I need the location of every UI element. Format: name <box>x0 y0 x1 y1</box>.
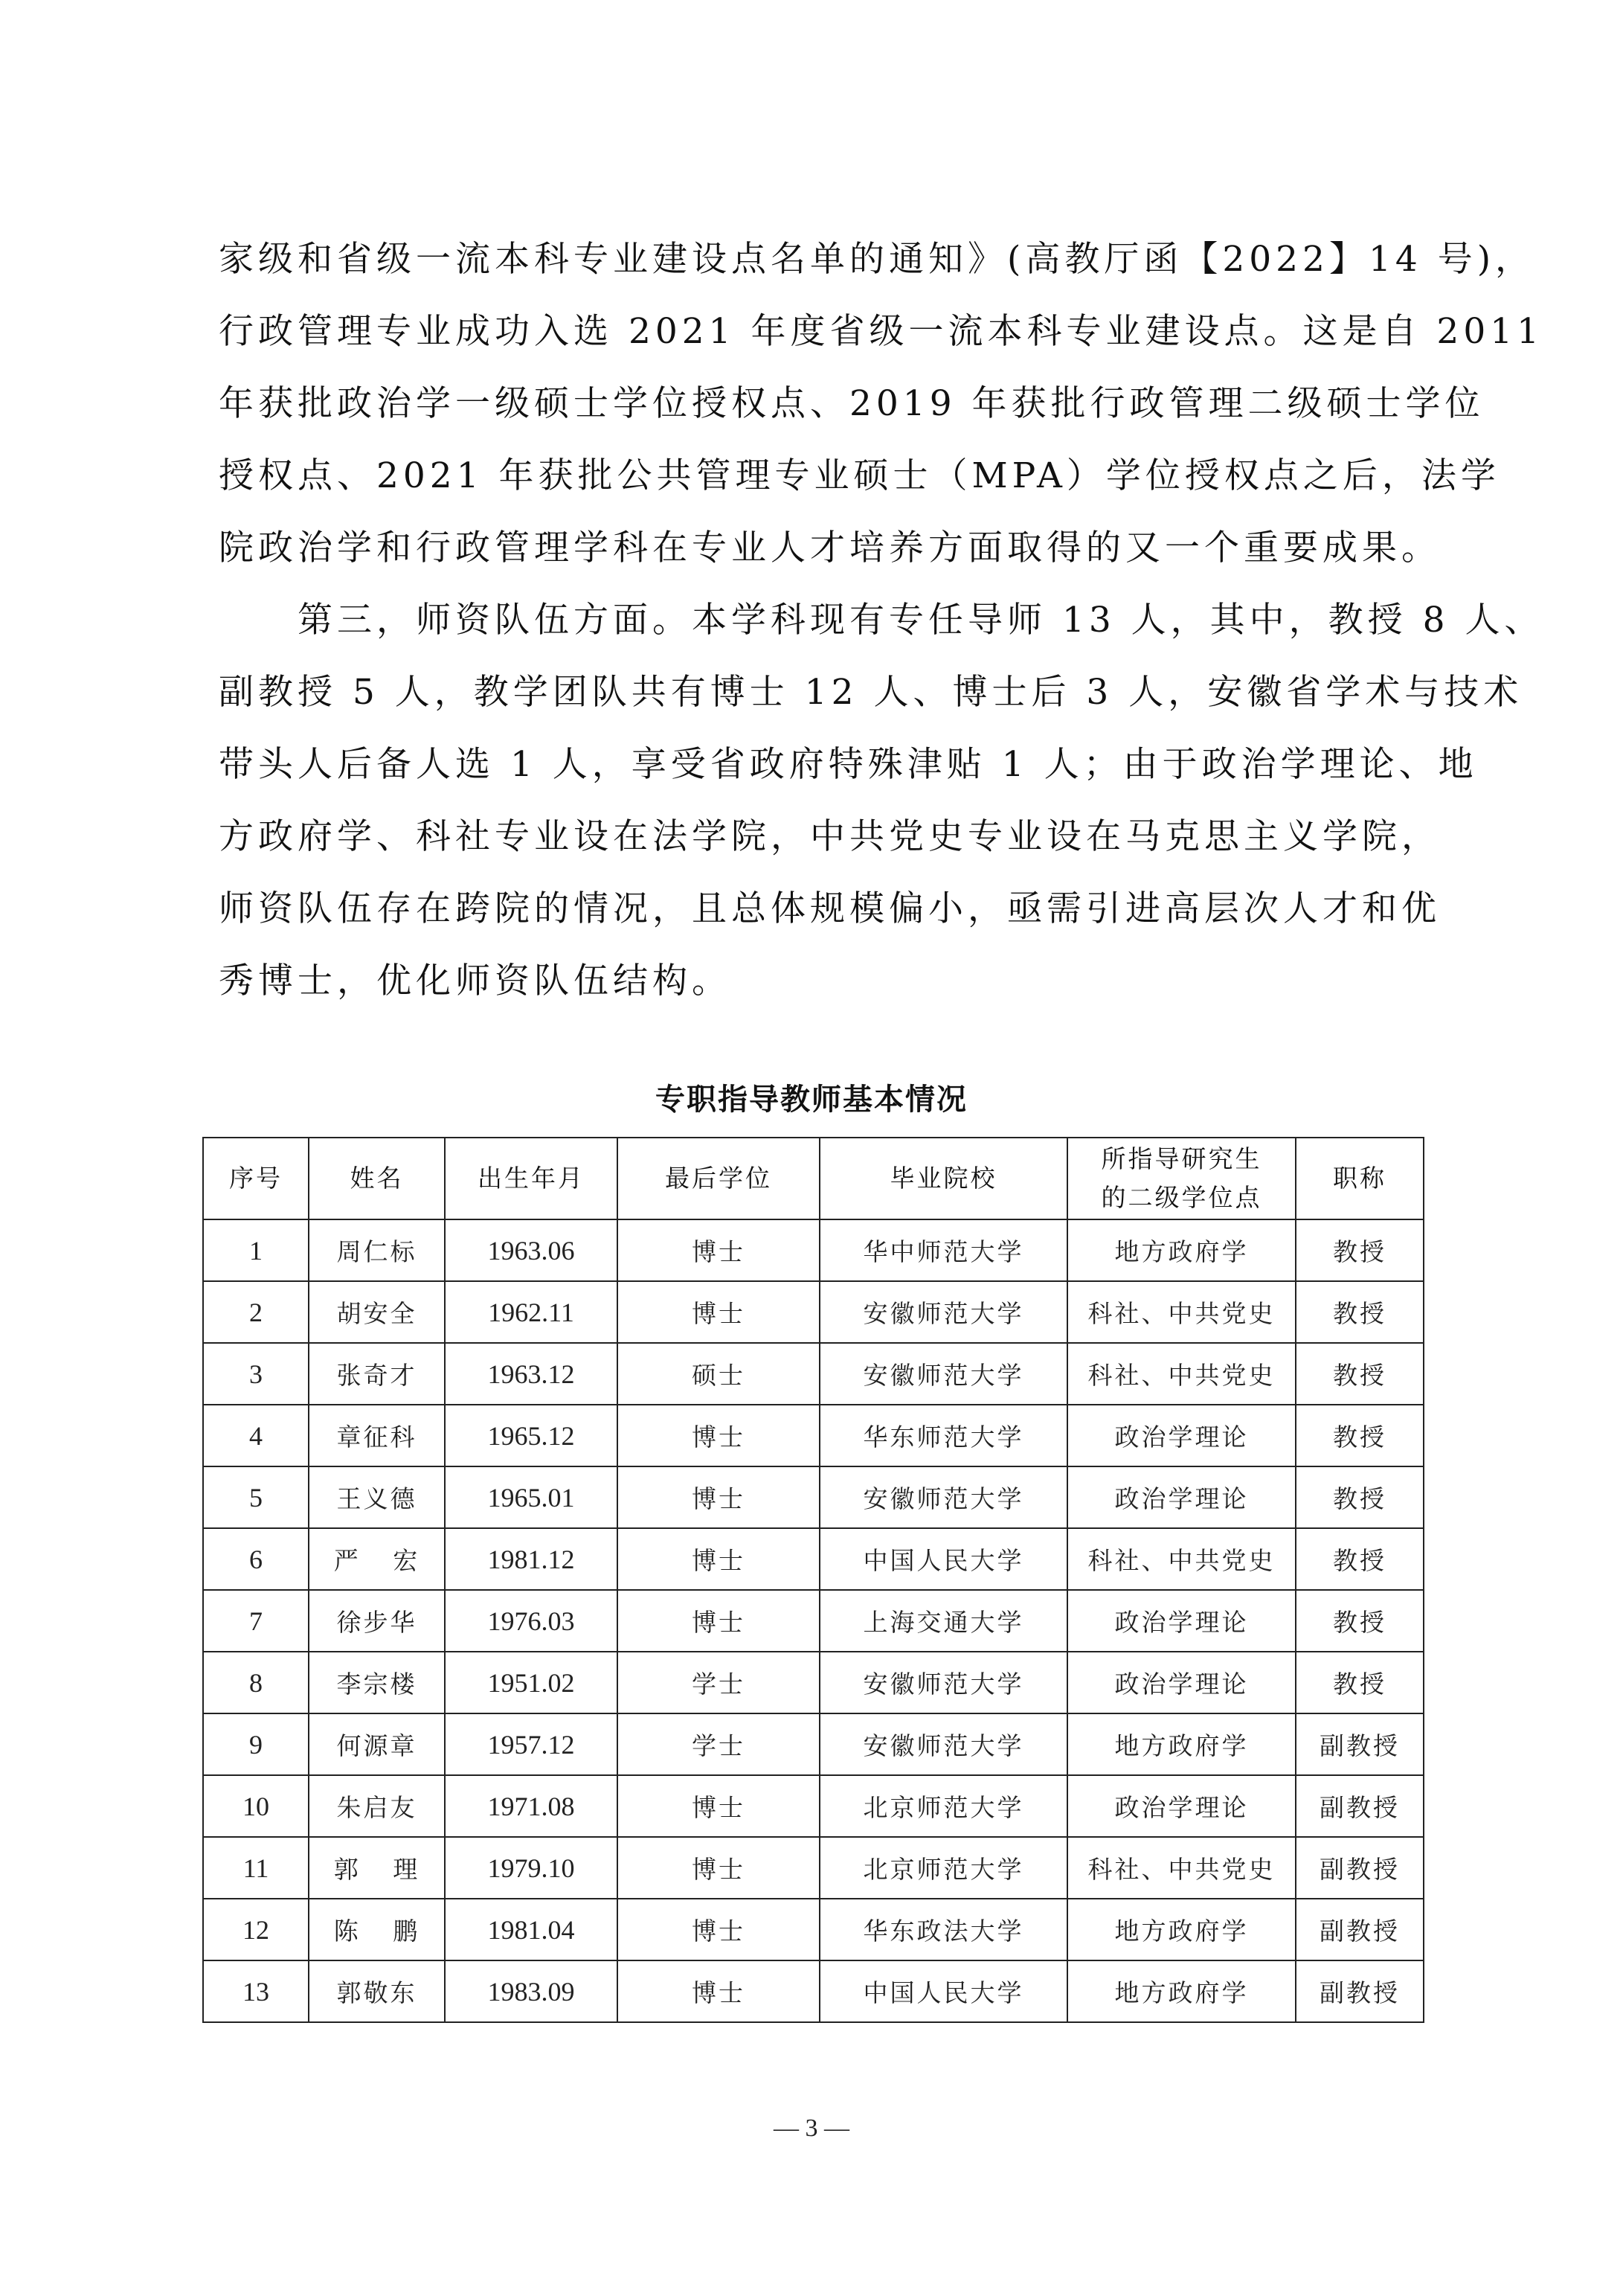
header-name: 姓名 <box>309 1138 445 1219</box>
cell-name: 郭 理 <box>309 1837 445 1899</box>
cell-title: 教授 <box>1296 1219 1424 1281</box>
table-row <box>203 1528 1424 1590</box>
cell-title: 教授 <box>1296 1405 1424 1466</box>
cell-degree: 博士 <box>617 1899 820 1960</box>
text-line: 家级和省级一流本科专业建设点名单的通知》(高教厅函【2022】14 号)， <box>219 239 1535 280</box>
cell-program: 科社、中共党史 <box>1067 1281 1296 1343</box>
cell-school: 华东政法大学 <box>820 1899 1067 1960</box>
cell-birth: 1951.02 <box>445 1652 617 1713</box>
cell-school: 华东师范大学 <box>820 1405 1067 1466</box>
cell-title: 副教授 <box>1296 1960 1424 2022</box>
cell-program: 科社、中共党史 <box>1067 1528 1296 1590</box>
cell-program: 地方政府学 <box>1067 1960 1296 2022</box>
cell-school: 中国人民大学 <box>820 1960 1067 2022</box>
cell-index: 1 <box>203 1219 309 1281</box>
cell-degree: 博士 <box>617 1405 820 1466</box>
cell-degree: 博士 <box>617 1466 820 1528</box>
cell-birth: 1957.12 <box>445 1713 617 1775</box>
cell-birth: 1963.06 <box>445 1219 617 1281</box>
cell-birth: 1981.12 <box>445 1528 617 1590</box>
cell-degree: 博士 <box>617 1528 820 1590</box>
cell-index: 8 <box>203 1652 309 1713</box>
cell-degree: 学士 <box>617 1652 820 1713</box>
cell-index: 7 <box>203 1590 309 1652</box>
cell-name: 朱启友 <box>309 1775 445 1837</box>
cell-title: 副教授 <box>1296 1837 1424 1899</box>
cell-birth: 1965.01 <box>445 1466 617 1528</box>
cell-title: 教授 <box>1296 1466 1424 1528</box>
table-row <box>203 1281 1424 1343</box>
cell-name: 周仁标 <box>309 1219 445 1281</box>
cell-name: 张奇才 <box>309 1343 445 1405</box>
cell-index: 12 <box>203 1899 309 1960</box>
text-line: 第三，师资队伍方面。本学科现有专任导师 13 人，其中，教授 8 人、 <box>298 600 1544 641</box>
cell-index: 3 <box>203 1343 309 1405</box>
header-program-line1: 所指导研究生 <box>1101 1144 1262 1173</box>
header-school: 毕业院校 <box>820 1138 1067 1219</box>
header-degree: 最后学位 <box>617 1138 820 1219</box>
cell-name: 严 宏 <box>309 1528 445 1590</box>
text-line: 方政府学、科社专业设在法学院，中共党史专业设在马克思主义学院， <box>219 816 1441 857</box>
table-row <box>203 1775 1424 1837</box>
cell-index: 4 <box>203 1405 309 1466</box>
cell-index: 9 <box>203 1713 309 1775</box>
cell-program: 政治学理论 <box>1067 1652 1296 1713</box>
cell-school: 华中师范大学 <box>820 1219 1067 1281</box>
cell-school: 安徽师范大学 <box>820 1652 1067 1713</box>
text-line: 院政治学和行政管理学科在专业人才培养方面取得的又一个重要成果。 <box>219 527 1441 568</box>
cell-program: 科社、中共党史 <box>1067 1343 1296 1405</box>
cell-school: 安徽师范大学 <box>820 1713 1067 1775</box>
header-index: 序号 <box>203 1138 309 1219</box>
cell-program: 政治学理论 <box>1067 1466 1296 1528</box>
cell-school: 中国人民大学 <box>820 1528 1067 1590</box>
cell-birth: 1971.08 <box>445 1775 617 1837</box>
faculty-table <box>202 1137 1424 2023</box>
cell-index: 2 <box>203 1281 309 1343</box>
cell-birth: 1962.11 <box>445 1281 617 1343</box>
cell-title: 副教授 <box>1296 1713 1424 1775</box>
table-row <box>203 1899 1424 1960</box>
table-row <box>203 1466 1424 1528</box>
cell-birth: 1976.03 <box>445 1590 617 1652</box>
cell-school: 北京师范大学 <box>820 1775 1067 1837</box>
cell-birth: 1979.10 <box>445 1837 617 1899</box>
text-line: 秀博士，优化师资队伍结构。 <box>219 961 731 1001</box>
cell-degree: 博士 <box>617 1590 820 1652</box>
body-text <box>219 223 1544 1017</box>
table-row <box>203 1343 1424 1405</box>
cell-name: 章征科 <box>309 1405 445 1466</box>
cell-program: 科社、中共党史 <box>1067 1837 1296 1899</box>
cell-program: 政治学理论 <box>1067 1590 1296 1652</box>
table-row <box>203 1590 1424 1652</box>
header-birth: 出生年月 <box>445 1138 617 1219</box>
cell-school: 上海交通大学 <box>820 1590 1067 1652</box>
cell-title: 教授 <box>1296 1528 1424 1590</box>
text-line: 行政管理专业成功入选 2021 年度省级一流本科专业建设点。这是自 2011 <box>219 311 1544 352</box>
cell-title: 教授 <box>1296 1281 1424 1343</box>
cell-birth: 1983.09 <box>445 1960 617 2022</box>
page-number: — 3 — <box>774 2114 849 2142</box>
text-line: 授权点、2021 年获批公共管理专业硕士（MPA）学位授权点之后，法学 <box>219 455 1500 496</box>
cell-degree: 硕士 <box>617 1343 820 1405</box>
paragraph-2-faculty <box>219 584 1544 1017</box>
text-line: 师资队伍存在跨院的情况，且总体规模偏小，亟需引进高层次人才和优 <box>219 888 1441 929</box>
table-row <box>203 1652 1424 1713</box>
cell-program: 政治学理论 <box>1067 1405 1296 1466</box>
cell-program: 地方政府学 <box>1067 1899 1296 1960</box>
cell-index: 10 <box>203 1775 309 1837</box>
cell-birth: 1981.04 <box>445 1899 617 1960</box>
cell-program: 地方政府学 <box>1067 1219 1296 1281</box>
header-program <box>1067 1138 1296 1219</box>
cell-index: 11 <box>203 1837 309 1899</box>
table-row <box>203 1960 1424 2022</box>
cell-title: 教授 <box>1296 1343 1424 1405</box>
cell-program: 政治学理论 <box>1067 1775 1296 1837</box>
text-line: 带头人后备人选 1 人，享受省政府特殊津贴 1 人；由于政治学理论、地 <box>219 744 1478 785</box>
cell-title: 副教授 <box>1296 1899 1424 1960</box>
cell-name: 何源章 <box>309 1713 445 1775</box>
cell-name: 李宗楼 <box>309 1652 445 1713</box>
paragraph-1 <box>219 223 1544 584</box>
cell-title: 副教授 <box>1296 1775 1424 1837</box>
cell-degree: 博士 <box>617 1281 820 1343</box>
table-row <box>203 1219 1424 1281</box>
cell-degree: 博士 <box>617 1960 820 2022</box>
cell-birth: 1965.12 <box>445 1405 617 1466</box>
cell-name: 胡安全 <box>309 1281 445 1343</box>
cell-school: 北京师范大学 <box>820 1837 1067 1899</box>
cell-title: 教授 <box>1296 1652 1424 1713</box>
header-program-line2: 的二级学位点 <box>1101 1183 1262 1212</box>
cell-degree: 博士 <box>617 1775 820 1837</box>
table-header-row <box>203 1138 1424 1219</box>
cell-degree: 博士 <box>617 1837 820 1899</box>
cell-degree: 学士 <box>617 1713 820 1775</box>
cell-name: 郭敬东 <box>309 1960 445 2022</box>
cell-program: 地方政府学 <box>1067 1713 1296 1775</box>
cell-degree: 博士 <box>617 1219 820 1281</box>
table-row <box>203 1837 1424 1899</box>
table-row <box>203 1713 1424 1775</box>
header-title: 职称 <box>1296 1138 1424 1219</box>
cell-title: 教授 <box>1296 1590 1424 1652</box>
cell-birth: 1963.12 <box>445 1343 617 1405</box>
text-line: 副教授 5 人，教学团队共有博士 12 人、博士后 3 人，安徽省学术与技术 <box>219 672 1523 713</box>
table-title: 专职指导教师基本情况 <box>655 1083 968 1117</box>
cell-name: 陈 鹏 <box>309 1899 445 1960</box>
cell-school: 安徽师范大学 <box>820 1343 1067 1405</box>
table-row <box>203 1405 1424 1466</box>
cell-school: 安徽师范大学 <box>820 1466 1067 1528</box>
cell-school: 安徽师范大学 <box>820 1281 1067 1343</box>
cell-name: 王义德 <box>309 1466 445 1528</box>
cell-index: 13 <box>203 1960 309 2022</box>
cell-name: 徐步华 <box>309 1590 445 1652</box>
faculty-table-body <box>203 1219 1424 2022</box>
cell-index: 6 <box>203 1528 309 1590</box>
cell-index: 5 <box>203 1466 309 1528</box>
text-line: 年获批政治学一级硕士学位授权点、2019 年获批行政管理二级硕士学位 <box>219 383 1485 424</box>
